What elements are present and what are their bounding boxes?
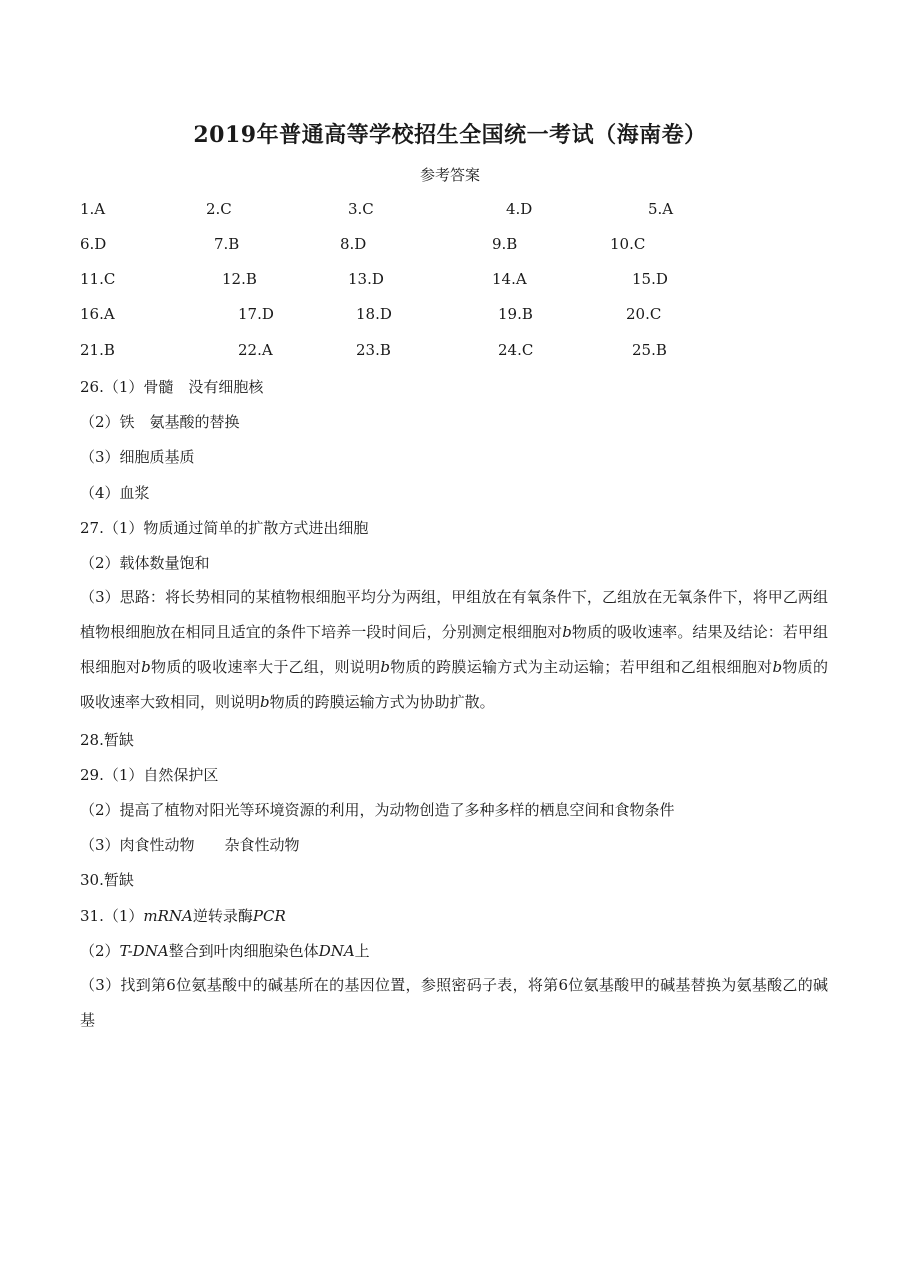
substance-b: b bbox=[772, 658, 783, 676]
mc-answer: 5.A bbox=[648, 200, 674, 218]
answer-29-1: 29.（1）自然保护区 bbox=[80, 766, 219, 784]
substance-b: b bbox=[260, 693, 270, 711]
mc-row bbox=[0, 200, 900, 222]
page-subtitle: 参考答案 bbox=[419, 166, 480, 184]
mc-answer: 25.B bbox=[632, 341, 667, 359]
answer-27-3-text: 物质的吸收速率。结果及结论：若甲组根细胞对 bbox=[80, 623, 828, 676]
mc-answer: 23.B bbox=[356, 341, 391, 359]
answer-31-2-text: 整合到叶肉细胞染色体 bbox=[168, 942, 319, 960]
mc-answer: 14.A bbox=[492, 270, 527, 288]
mc-answer: 20.C bbox=[626, 305, 662, 323]
answer-26-1: 26.（1）骨髓 没有细胞核 bbox=[80, 378, 264, 396]
pcr-term: PCR bbox=[252, 907, 286, 925]
answer-27-3-text: 物质的吸收速率大于乙组，则说明 bbox=[150, 658, 381, 676]
mc-answer: 4.D bbox=[506, 200, 533, 218]
answer-31-1 bbox=[80, 905, 840, 927]
answer-28: 28.暂缺 bbox=[80, 731, 134, 749]
answer-27-3 bbox=[80, 580, 828, 720]
mc-answer: 21.B bbox=[80, 341, 115, 359]
mc-answer: 13.D bbox=[348, 270, 384, 288]
answer-31-1-prefix: 31.（1） bbox=[80, 907, 144, 925]
mc-answer: 17.D bbox=[238, 305, 274, 323]
answer-31-1-text: 逆转录酶 bbox=[192, 907, 253, 925]
mc-answer: 22.A bbox=[238, 341, 273, 359]
mc-row bbox=[0, 270, 900, 292]
mc-answer: 3.C bbox=[348, 200, 374, 218]
answer-29-2: （2）提高了植物对阳光等环境资源的利用，为动物创造了多种多样的栖息空间和食物条件 bbox=[80, 801, 675, 819]
answer-30: 30.暂缺 bbox=[80, 871, 134, 889]
mc-row bbox=[0, 341, 900, 363]
answer-31-2-suffix: 上 bbox=[354, 942, 370, 960]
mc-answer: 6.D bbox=[80, 235, 107, 253]
answer-31-3: （3）找到第6位氨基酸中的碱基所在的基因位置，参照密码子表，将第6位氨基酸甲的碱基替换为氨基酸乙的碱基 bbox=[80, 976, 828, 1029]
mc-answer: 9.B bbox=[492, 235, 518, 253]
mc-answer: 24.C bbox=[498, 341, 534, 359]
substance-b: b bbox=[562, 623, 572, 641]
mc-answer: 18.D bbox=[356, 305, 392, 323]
mc-answer: 16.A bbox=[80, 305, 115, 323]
mc-row bbox=[0, 235, 900, 257]
answer-27-1: 27.（1）物质通过简单的扩散方式进出细胞 bbox=[80, 519, 369, 537]
answer-31-2-prefix: （2） bbox=[80, 942, 120, 960]
mc-answer: 2.C bbox=[206, 200, 232, 218]
mc-answer: 10.C bbox=[610, 235, 646, 253]
answer-29-3: （3）肉食性动物 杂食性动物 bbox=[80, 836, 300, 854]
answer-27-3-text: 物质的吸收速率大致相同，则说明 bbox=[80, 658, 828, 711]
mrna-term: mRNA bbox=[143, 907, 193, 925]
answer-27-3-text: 物质的跨膜运输方式为协助扩散。 bbox=[269, 693, 495, 711]
answer-31-2 bbox=[80, 940, 840, 962]
mc-answer: 7.B bbox=[214, 235, 240, 253]
answer-26-2: （2）铁 氨基酸的替换 bbox=[80, 413, 240, 431]
answer-27-3-text: 物质的跨膜运输方式为主动运输；若甲组和乙组根细胞对 bbox=[389, 658, 773, 676]
mc-answer: 1.A bbox=[80, 200, 106, 218]
mc-answer: 19.B bbox=[498, 305, 533, 323]
mc-answer: 12.B bbox=[222, 270, 257, 288]
tdna-term: T-DNA bbox=[119, 942, 169, 960]
answer-26-4: （4）血浆 bbox=[80, 484, 150, 502]
answer-27-2: （2）载体数量饱和 bbox=[80, 554, 210, 572]
answer-27-3-text: （3）思路：将长势相同的某植物根细胞平均分为两组，甲组放在有氧条件下，乙组放在无氧条件下，将甲乙两组植物根细胞放在相同且适宜的条件下培养一段时间后，分别测定根细胞对 bbox=[80, 588, 828, 641]
page-title: 2019年普通高等学校招生全国统一考试（海南卷） bbox=[193, 122, 707, 148]
substance-b: b bbox=[141, 658, 151, 676]
mc-answer: 8.D bbox=[340, 235, 367, 253]
substance-b: b bbox=[380, 658, 390, 676]
dna-term: DNA bbox=[318, 942, 355, 960]
mc-answer: 11.C bbox=[80, 270, 116, 288]
mc-answer: 15.D bbox=[632, 270, 668, 288]
answer-26-3: （3）细胞质基质 bbox=[80, 448, 195, 466]
mc-row bbox=[0, 305, 900, 327]
